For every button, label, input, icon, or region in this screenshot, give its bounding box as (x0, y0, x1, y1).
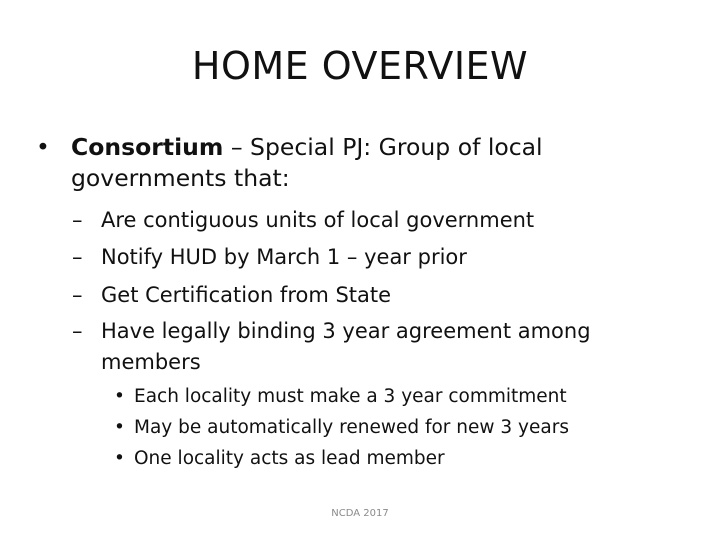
slide-footer: NCDA 2017 (331, 508, 389, 519)
sub-sub-item (114, 381, 674, 412)
sub-sub-item-text: One locality acts as lead member (134, 448, 445, 469)
sub-item-text: Get Certification from State (101, 283, 392, 307)
sub-sub-item (114, 443, 674, 474)
bullet-icon: • (36, 133, 50, 161)
bullet-icon: • (114, 386, 125, 407)
sub-item-text: Are contiguous units of local government (101, 208, 535, 232)
sub-item (72, 316, 672, 378)
main-bullet-text (36, 132, 686, 194)
sub-sub-item-text: Each locality must make a 3 year commitment (134, 386, 567, 407)
main-bullet-term: Consortium (71, 133, 224, 161)
main-bullet (36, 132, 686, 194)
sub-item (72, 205, 672, 236)
sub-sub-item (114, 412, 674, 443)
dash-icon: – (72, 319, 83, 343)
dash-icon: – (72, 208, 83, 232)
sub-sub-item-text: May be automatically renewed for new 3 years (134, 417, 569, 438)
sub-item (72, 242, 672, 273)
bullet-icon: • (114, 417, 125, 438)
dash-icon: – (72, 245, 83, 269)
sub-item (72, 280, 672, 311)
sub-item-text: Have legally binding 3 year agreement among members (101, 319, 591, 374)
sub-item-text: Notify HUD by March 1 – year prior (101, 245, 467, 269)
main-bullet-rest: – Special PJ: Group of local governments that: (71, 133, 543, 192)
slide-title: HOME OVERVIEW (191, 44, 529, 88)
bullet-icon: • (114, 448, 125, 469)
dash-icon: – (72, 283, 83, 307)
